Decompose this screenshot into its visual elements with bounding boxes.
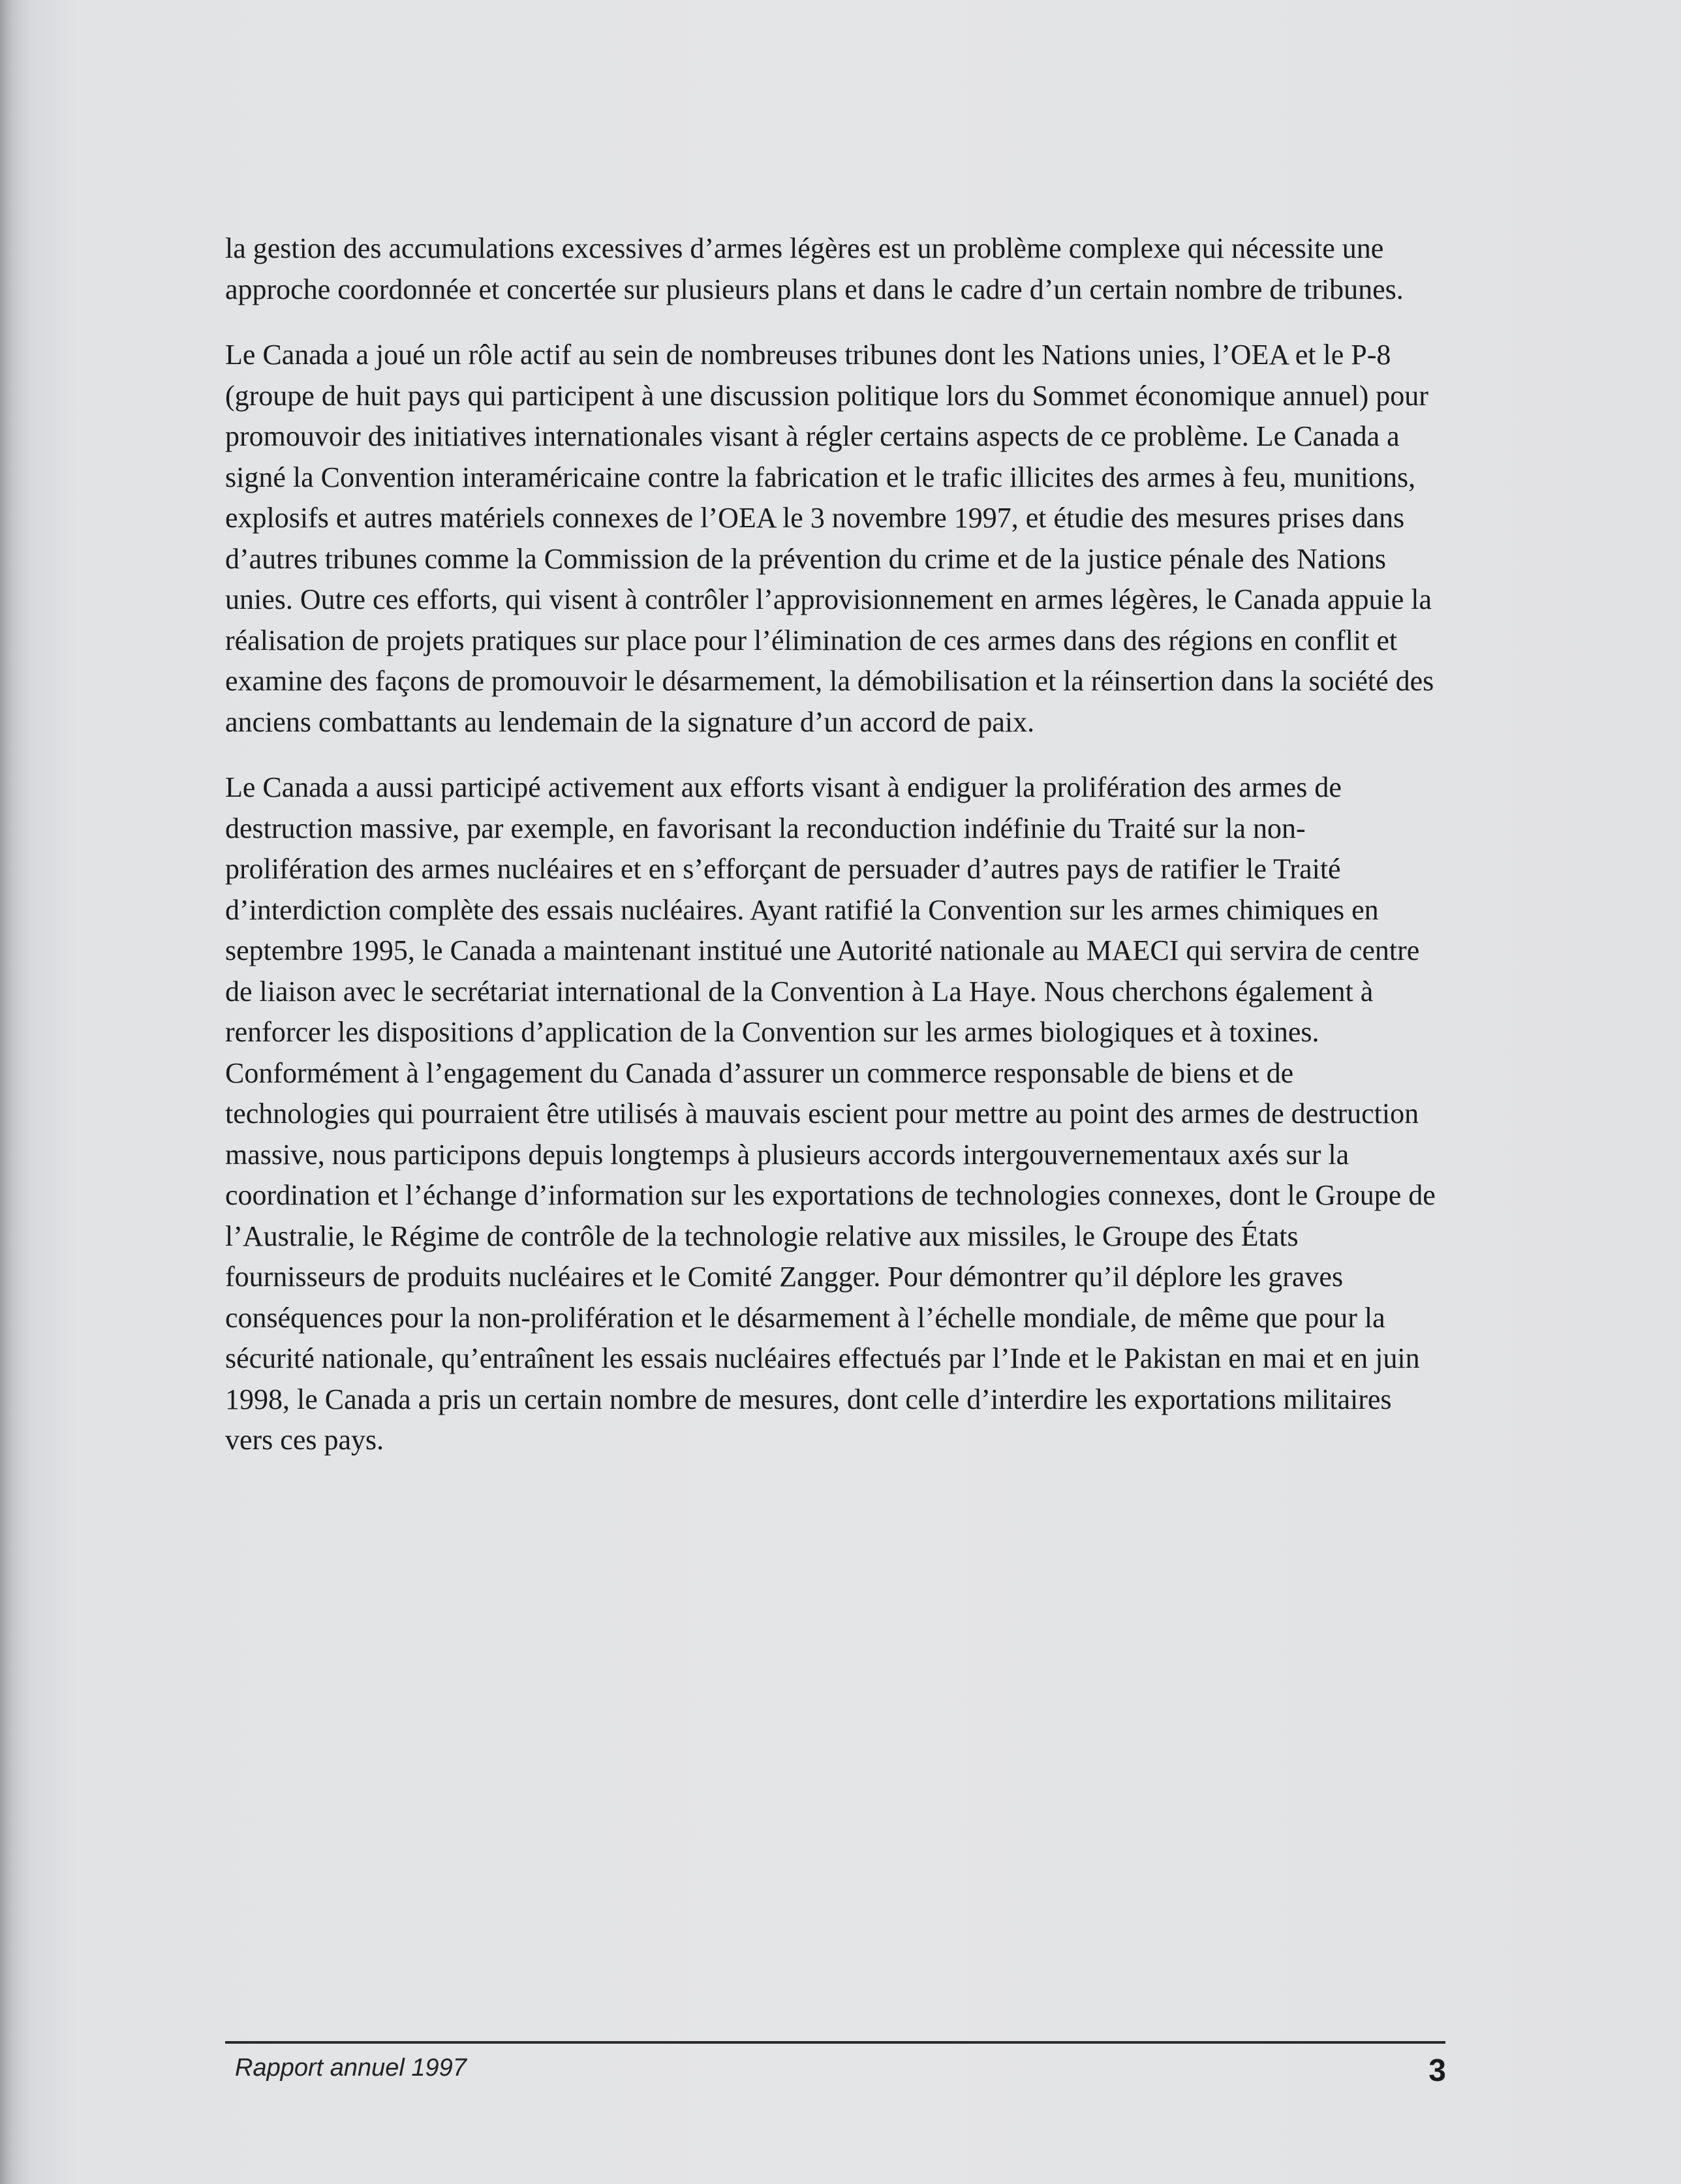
paragraph-3: Le Canada a aussi participé activement aux efforts visant à endiguer la prolifération des armes de destruction massive, par exemple, en favorisant la reconduction indéfinie du Traité sur la non-prolifération des armes nucléaires et en s’efforçant de persuader d’autres pays de ratifier le Traité d’interdiction complète des essais nucléaires. Ayant ratifié la Convention sur les armes chimiques en septembre 1995, le Canada a maintenant institué une Autorité nationale au MAECI qui servira de centre de liaison avec le secrétariat international de la Convention à La Haye. Nous cherchons également à renforcer les dispositions d’application de la Convention sur les armes biologiques et à toxines. Conformément à l’engagement du Canada d’assurer un commerce responsable de biens et de technologies qui pourraient être utilisés à mauvais escient pour mettre au point des armes de destruction massive, nous participons depuis longtemps à plusieurs accords intergouvernementaux axés sur la coordination et l’échange d’information sur les exportations de technologies connexes, dont le Groupe de l’Australie, le Régime de contrôle de la technologie relative aux missiles, le Groupe des États fournisseurs de produits nucléaires et le Comité Zangger. Pour démontrer qu’il déplore les graves conséquences pour la non-prolifération et le désarmement à l’échelle mondiale, de même que pour la sécurité nationale, qu’entraînent les essais nucléaires effectués par l’Inde et le Pakistan en mai et en juin 1998, le Canada a pris un certain nombre de mesures, dont celle d’interdire les exportations militaires vers ces pays. (225, 771, 1436, 1456)
paragraph-1: la gestion des accumulations excessives d’armes légères est un problème complexe qui nécessite une approche coordonnée et concertée sur plusieurs plans et dans le cadre d’un certain nombre de tribunes. (225, 232, 1404, 305)
body-text (225, 228, 1445, 1486)
footer-rule (225, 2041, 1445, 2044)
footer-title: Rapport annuel 1997 (235, 2054, 467, 2082)
page-number: 3 (1428, 2053, 1446, 2088)
paragraph-2: Le Canada a joué un rôle actif au sein de nombreuses tribunes dont les Nations unies, l’OEA et le P-8 (groupe de huit pays qui participent à une discussion politique lors du Sommet économique annuel) pour promouvoir des initiatives internationales visant à régler certains aspects de ce problème. Le Canada a signé la Convention interaméricaine contre la fabrication et le trafic illicites des armes à feu, munitions, explosifs et autres matériels connexes de l’OEA le 3 novembre 1997, et étudie des mesures prises dans d’autres tribunes comme la Commission de la prévention du crime et de la justice pénale des Nations unies. Outre ces efforts, qui visent à contrôler l’approvisionnement en armes légères, le Canada appuie la réalisation de projets pratiques sur place pour l’élimination de ces armes dans des régions en conflit et examine des façons de promouvoir le désarmement, la démobilisation et la réinsertion dans la société des anciens combattants au lendemain de la signature d’un accord de paix. (225, 339, 1434, 738)
